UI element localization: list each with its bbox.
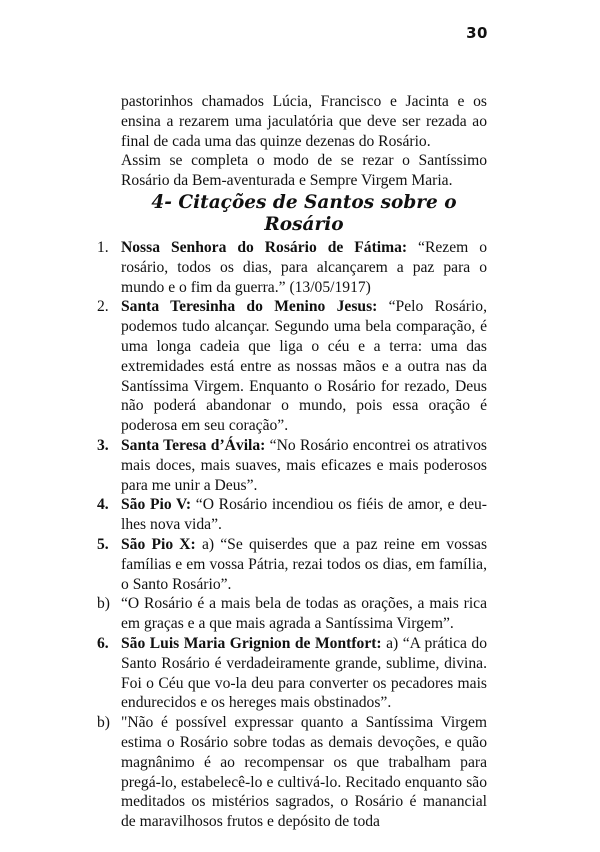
quote-text: a) “Se quiserdes que a paz reine em vossas famílias e em vossa Pátria, rezai todos os dias, em família, o Santo Rosário”.	[121, 535, 488, 593]
list-item	[97, 634, 487, 713]
quote-text: "Não é possível expressar quanto a Santíssima Virgem estima o Rosário sobre todas as demais devoções, e quão magnânimo é ao recompensar os que trabalham para pregá-lo, estabelecê-lo e cultivá-lo. Recitado enquanto são meditados os mistérios sagrados, o Rosário é manancial de maravilhosos frutos e depósito de toda	[121, 714, 487, 831]
page-body	[97, 92, 488, 832]
section-title: 4- Citações de Santos sobre o Rosário	[151, 191, 457, 235]
list-marker: b)	[97, 714, 110, 732]
list-marker: 1.	[97, 238, 109, 256]
saint-name: Santa Teresinha do Menino Jesus:	[121, 298, 378, 316]
list-item	[97, 713, 487, 832]
page-number: 30	[466, 24, 488, 42]
quote-text: a) “A prática do Santo Rosário é verdadeiramente grande, sublime, divina. Foi o Céu que vo-la deu para converter os pecadores mais endurecidos e os hereges mais obstinados”.	[121, 634, 487, 712]
saint-name: Nossa Senhora do Rosário de Fátima:	[121, 238, 408, 256]
list-marker: 5.	[97, 535, 109, 553]
list-item	[97, 238, 487, 297]
saint-name: São Luis Maria Grignion de Montfort:	[121, 634, 382, 652]
list-item	[97, 495, 487, 535]
list-marker: 4.	[97, 496, 109, 514]
quotes-list	[97, 238, 488, 832]
saint-name: Santa Teresa d’Ávila:	[121, 436, 266, 454]
quote-text: “No Rosário encontrei os atrativos mais doces, mais suaves, mais eficazes e mais poderosos para me unir a Deus”.	[121, 436, 487, 494]
intro-paragraph-1: pastorinhos chamados Lúcia, Francisco e Jacinta e os ensina a rezarem uma jaculatória que deve ser rezada ao final de cada uma das quinze dezenas do Rosário.	[121, 93, 487, 150]
list-marker: 2.	[97, 298, 109, 316]
quote-text: “Pelo Rosário, podemos tudo alcançar. Segundo uma bela comparação, é uma longa cadeia que liga o céu e a terra: uma das extremidades está entre as nossas mãos e a outra nas da Santíssima Virgem. Enquanto o Rosário for rezado, Deus não poderá abandonar o mundo, pois essa oração é poderosa em seu coração”.	[121, 298, 487, 435]
intro-paragraph-2: Assim se completa o modo de se rezar o Santíssimo Rosário da Bem-aventurada e Sempre Virgem Maria.	[121, 152, 487, 190]
list-marker: 6.	[97, 634, 109, 652]
saint-name: São Pio X:	[121, 535, 196, 553]
list-item	[97, 297, 487, 436]
quote-text: “O Rosário é a mais bela de todas as orações, a mais rica em graças e a que mais agrada a Santíssima Virgem”.	[121, 595, 487, 633]
list-marker: 3.	[97, 436, 109, 454]
list-item	[97, 436, 487, 495]
list-marker: b)	[97, 595, 110, 613]
quote-text: “O Rosário incendiou os fiéis de amor, e deu-lhes nova vida”.	[121, 496, 487, 534]
list-item	[97, 594, 487, 634]
list-item	[97, 535, 488, 594]
saint-name: São Pio V:	[121, 496, 192, 514]
quote-text: “Rezem o rosário, todos os dias, para alcançarem a paz para o mundo e o fim da guerra.” (13/05/1917)	[121, 238, 487, 296]
